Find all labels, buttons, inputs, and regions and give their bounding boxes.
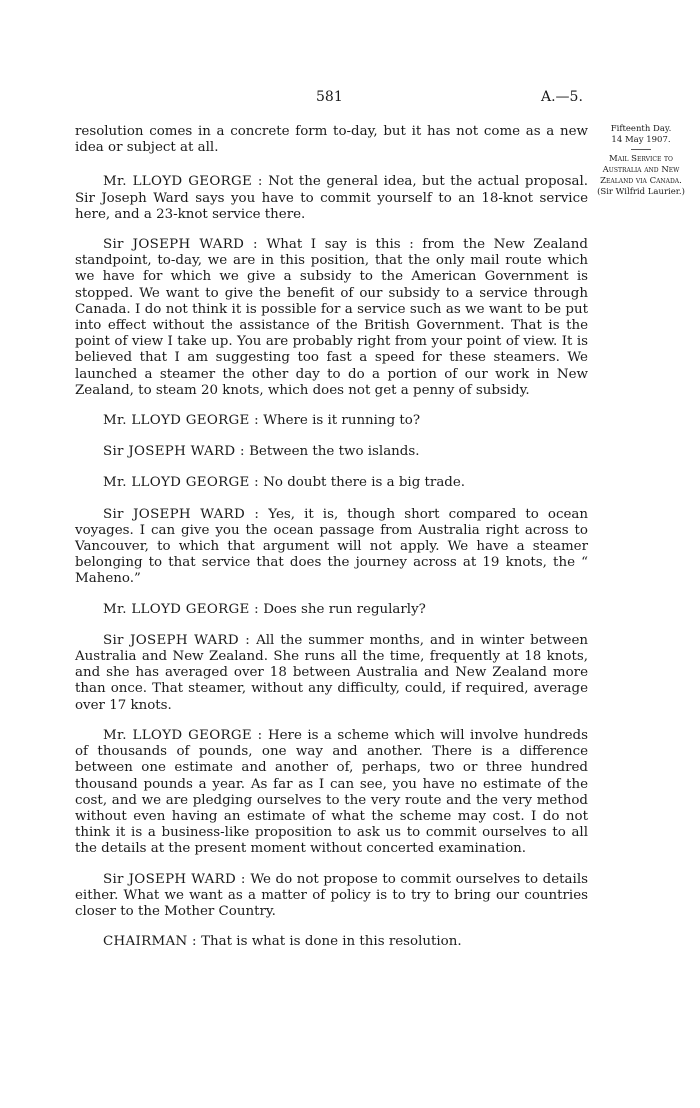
- speaker-name: Sir JOSEPH WARD :: [103, 444, 245, 460]
- paragraph-text: No doubt there is a big trade.: [263, 475, 466, 491]
- speaker-name: Mr. LLOYD GEORGE :: [103, 601, 259, 617]
- paragraph: [75, 475, 588, 491]
- paragraph: [75, 124, 588, 156]
- paragraph-text: Not the general idea, but the actual proposal. Sir Joseph Ward says you have to commit yourself to an 18-knot service here, and a 23-knot service there.: [75, 174, 588, 222]
- margin-note: [592, 124, 690, 198]
- paragraph: [75, 602, 588, 618]
- speaker-name: Mr. LLOYD GEORGE :: [103, 174, 263, 190]
- speaker-name: CHAIRMAN :: [103, 934, 197, 950]
- paragraph-text: Does she run regularly?: [263, 601, 426, 617]
- paragraph-text: We do not propose to commit ourselves to details either. What we want as a matter of policy is to try to bring our countries closer to the Mother Country.: [75, 871, 588, 919]
- speaker-name: Mr. LLOYD GEORGE :: [103, 475, 259, 491]
- speaker-name: Mr. LLOYD GEORGE :: [103, 413, 259, 429]
- paragraph-text: resolution comes in a concrete form to-day, but it has not come as a new idea or subject at all.: [75, 124, 588, 156]
- paragraph-text: Here is a scheme which will involve hundreds of thousands of pounds, one way and another. There is a difference between one estimate and another of, perhaps, two or three hundred thousand pounds a year. As far as I can see, you have no estimate of the cost, and we are pledging ourselves to the very route and the very method without even having an estimate of what the scheme may cost. I do not think it is a business-like proposition to ask us to commit ourselves to all the details at the present moment without concerted examination.: [75, 727, 589, 857]
- paragraph-text: Where is it running to?: [263, 413, 421, 429]
- paragraph-text: All the summer months, and in winter between Australia and New Zealand. She runs all the time, frequently at 18 knots, and she has averaged over 18 between Australia and New Zealand more than once. That steamer, without any difficulty, could, if required, average over 17 knots.: [75, 632, 588, 713]
- page-number: 581: [316, 89, 343, 105]
- paragraph: [75, 934, 588, 950]
- paragraph: [75, 174, 588, 223]
- paragraph-text: That is what is done in this resolution.: [201, 934, 462, 950]
- sidenote-day: Fifteenth Day.: [610, 124, 672, 134]
- paragraph: [75, 444, 588, 460]
- paragraph-text: Between the two islands.: [249, 444, 420, 460]
- paragraph: [75, 237, 588, 399]
- paragraph: [75, 872, 588, 921]
- speaker-name: Sir JOSEPH WARD :: [103, 871, 246, 887]
- paragraph: [75, 413, 588, 429]
- speaker-name: Sir JOSEPH WARD :: [103, 632, 251, 648]
- paragraph: [75, 633, 588, 714]
- speaker-name: Sir JOSEPH WARD :: [103, 237, 258, 253]
- speaker-name: Sir JOSEPH WARD :: [103, 506, 260, 522]
- sidenote-divider: [631, 149, 651, 150]
- speaker-name: Mr. LLOYD GEORGE :: [103, 727, 263, 743]
- sidenote-subject: Mail Service to Australia and New Zealand via Canada.: [600, 154, 682, 186]
- paragraph-text: Yes, it is, though short compared to ocean voyages. I can give you the ocean passage from Australia right across to Vancouver, to which that argument will not apply. We have a steamer belonging to that service that does the journey across at 19 knots, the “ Maheno.”: [75, 506, 588, 587]
- paragraph-text: What I say is this : from the New Zealand standpoint, to-day, we are in this position, that the only mail route which we have for which we give a subsidy to the American Government is stopped. We want to give the benefit of our subsidy to a service through Canada. I do not think it is possible for a service such as we want to be put into effect without the assistance of the British Government. That is the point of view I take up. You are probably right from your point of view. It is believed that I am suggesting too fast a speed for these steamers. We launched a steamer the other day to do a portion of our work in New Zealand, to steam 20 knots, which does not get a penny of subsidy.: [75, 237, 588, 398]
- document-reference: A.—5.: [541, 89, 583, 105]
- paragraph: [75, 728, 588, 858]
- sidenote-date: 14 May 1907.: [611, 135, 671, 145]
- sidenote-attribution: (Sir Wilfrid Laurier.): [597, 187, 685, 197]
- page-header: [0, 89, 700, 109]
- document-body: [75, 124, 588, 964]
- paragraph: [75, 507, 588, 588]
